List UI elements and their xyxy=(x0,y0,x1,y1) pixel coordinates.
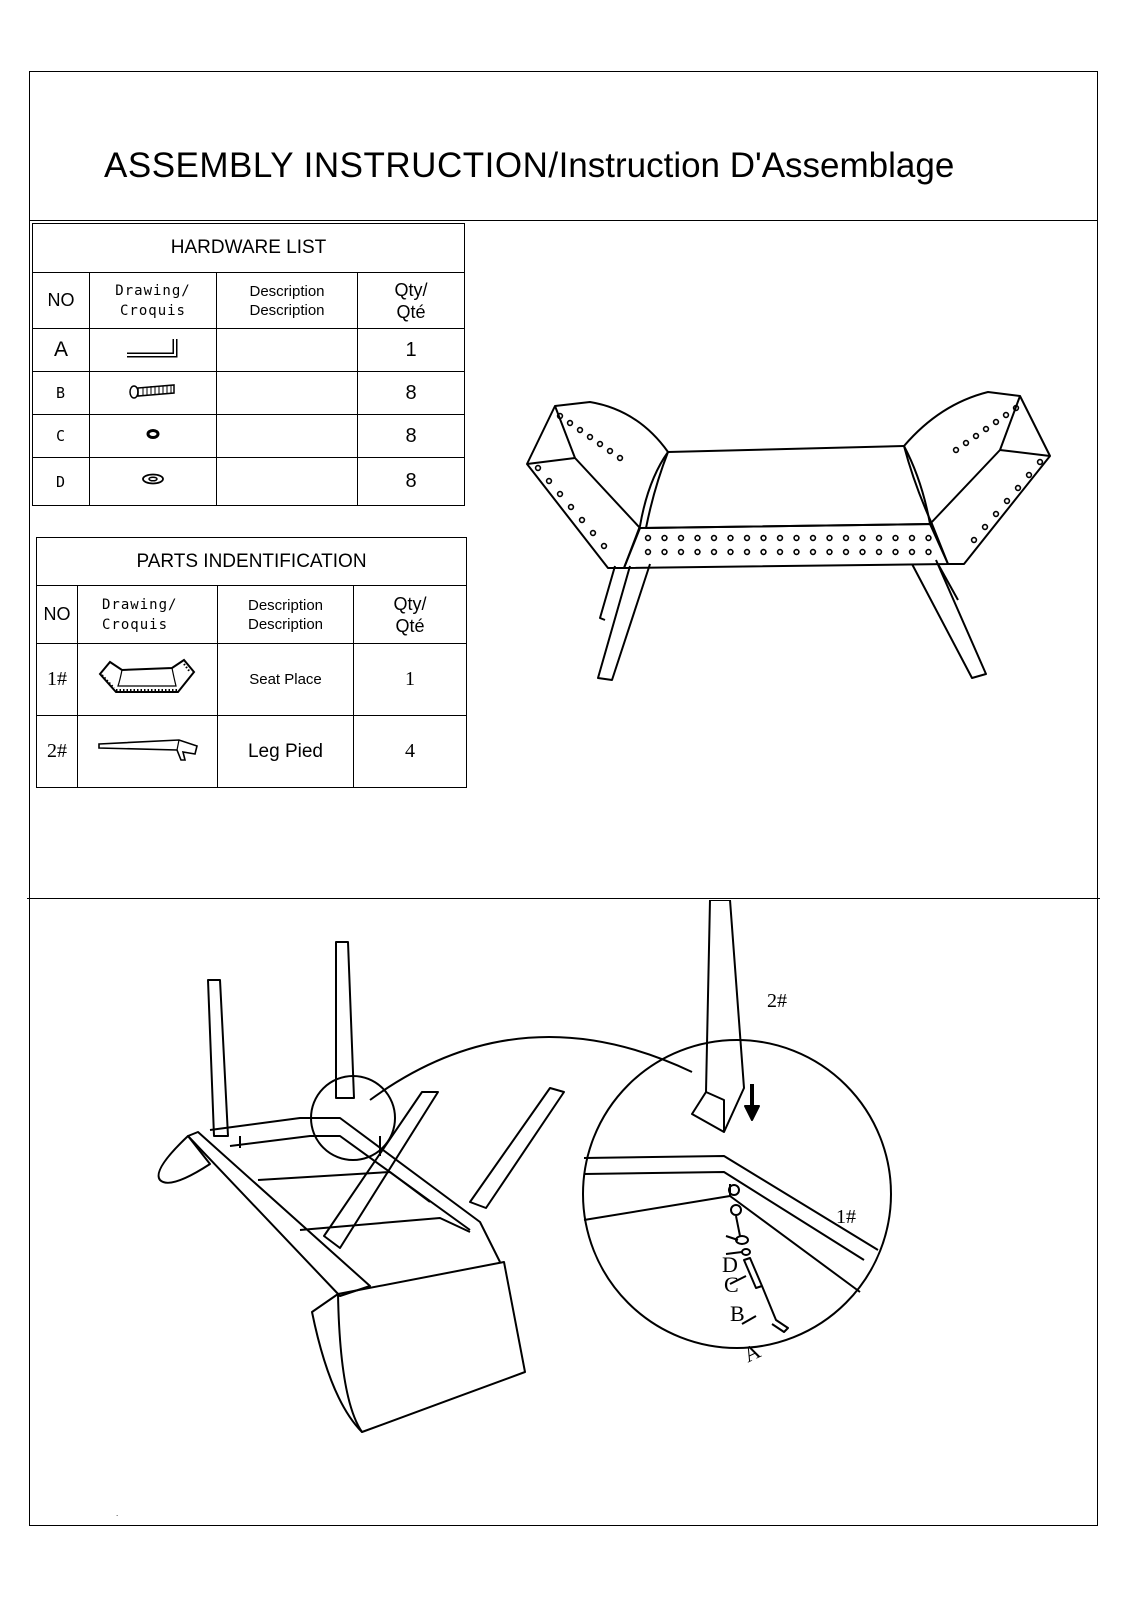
stud-dot xyxy=(974,434,979,439)
stud-dot xyxy=(972,538,977,543)
stud-dot xyxy=(994,512,999,517)
stud-dot xyxy=(827,550,832,555)
parts-identification-table xyxy=(36,537,467,788)
stud-dot xyxy=(893,550,898,555)
stud-dot xyxy=(578,428,583,433)
stud-dot xyxy=(827,536,832,541)
header-drawing: Drawing/ Croquis xyxy=(78,586,218,644)
row-qty: 1 xyxy=(354,644,467,716)
label-b: B xyxy=(730,1301,745,1326)
header-qty: Qty/ Qté xyxy=(358,273,465,329)
stud-dot xyxy=(860,536,865,541)
stud-dot xyxy=(695,536,700,541)
page-title xyxy=(104,146,954,186)
stud-dot xyxy=(794,550,799,555)
table-row xyxy=(33,329,465,372)
stud-dot xyxy=(662,550,667,555)
row-description: Leg Pied xyxy=(218,716,354,788)
stud-dot xyxy=(536,466,541,471)
stud-dot xyxy=(580,518,585,523)
stud-dot xyxy=(893,536,898,541)
stud-dot xyxy=(811,536,816,541)
row-description xyxy=(217,415,358,458)
stud-dot xyxy=(646,550,651,555)
row-no: B xyxy=(33,372,90,415)
table-row xyxy=(33,415,465,458)
title-french: Instruction D'Assemblage xyxy=(558,146,955,185)
stud-dot xyxy=(662,536,667,541)
stud-dot xyxy=(926,536,931,541)
header-description: Description Description xyxy=(217,273,358,329)
stud-dot xyxy=(761,536,766,541)
stud-dot xyxy=(558,492,563,497)
row-qty: 8 xyxy=(358,415,465,458)
hardware-list-table xyxy=(32,223,465,506)
label-d: D xyxy=(722,1252,738,1277)
row-no: 1# xyxy=(37,644,78,716)
stud-dot xyxy=(1016,486,1021,491)
stud-dot xyxy=(618,456,623,461)
row-qty: 8 xyxy=(358,372,465,415)
stud-dot xyxy=(910,536,915,541)
stud-dot xyxy=(679,550,684,555)
stud-dot xyxy=(984,427,989,432)
stud-dot xyxy=(1005,499,1010,504)
stud-dot xyxy=(994,420,999,425)
stud-dot xyxy=(646,536,651,541)
stud-dot xyxy=(1004,413,1009,418)
section-divider xyxy=(27,898,1100,899)
stud-dot xyxy=(547,479,552,484)
stud-dot xyxy=(679,536,684,541)
row-no: 2# xyxy=(37,716,78,788)
row-description xyxy=(217,458,358,506)
header-description: Description Description xyxy=(218,586,354,644)
label-seat-1: 1# xyxy=(836,1206,856,1228)
stud-dot xyxy=(964,441,969,446)
row-qty: 1 xyxy=(358,329,465,372)
row-qty: 8 xyxy=(358,458,465,506)
stud-dot xyxy=(877,550,882,555)
row-description xyxy=(217,372,358,415)
stud-dot xyxy=(712,536,717,541)
stud-dot xyxy=(598,442,603,447)
row-description: Seat Place xyxy=(218,644,354,716)
parts-caption: PARTS INDENTIFICATION xyxy=(37,538,467,586)
row-qty: 4 xyxy=(354,716,467,788)
label-c: C xyxy=(724,1272,739,1297)
label-leg-2: 2# xyxy=(767,990,787,1012)
stud-dot xyxy=(778,536,783,541)
table-row xyxy=(37,644,467,716)
title-divider xyxy=(29,220,1098,221)
stud-dot xyxy=(1027,473,1032,478)
header-no: NO xyxy=(37,586,78,644)
stud-dot xyxy=(608,449,613,454)
row-no: C xyxy=(33,415,90,458)
header-no: NO xyxy=(33,273,90,329)
header-qty: Qty/ Qté xyxy=(354,586,467,644)
stud-dot xyxy=(844,550,849,555)
assembled-bench-illustration xyxy=(520,388,1060,698)
stud-dot xyxy=(761,550,766,555)
stud-dot xyxy=(1038,460,1043,465)
stud-dot xyxy=(745,550,750,555)
stud-dot xyxy=(728,550,733,555)
row-description xyxy=(217,329,358,372)
stud-dot xyxy=(910,550,915,555)
stud-dot xyxy=(877,536,882,541)
assembly-step-illustration xyxy=(140,900,940,1460)
lock-washer-icon xyxy=(90,415,217,458)
stud-dot xyxy=(844,536,849,541)
stud-dot xyxy=(569,505,574,510)
stud-dot xyxy=(588,435,593,440)
flat-washer-icon xyxy=(90,458,217,506)
stud-dot xyxy=(811,550,816,555)
title-english: ASSEMBLY INSTRUCTION/ xyxy=(104,146,559,185)
stud-dot xyxy=(558,414,563,419)
stud-dot xyxy=(728,536,733,541)
table-row xyxy=(33,458,465,506)
stud-dot xyxy=(602,544,607,549)
stud-dot xyxy=(591,531,596,536)
stud-dot xyxy=(695,550,700,555)
footer-mark: . xyxy=(116,1509,119,1518)
stud-dot xyxy=(954,448,959,453)
stud-dot xyxy=(860,550,865,555)
stud-dot xyxy=(926,550,931,555)
table-row xyxy=(37,716,467,788)
stud-dot xyxy=(712,550,717,555)
row-no: D xyxy=(33,458,90,506)
table-row xyxy=(33,372,465,415)
header-drawing: Drawing/ Croquis xyxy=(90,273,217,329)
row-no: A xyxy=(33,329,90,372)
leg-icon xyxy=(78,716,218,788)
stud-dot xyxy=(745,536,750,541)
seat-icon xyxy=(78,644,218,716)
bolt-icon xyxy=(90,372,217,415)
stud-dot xyxy=(778,550,783,555)
stud-dot xyxy=(568,421,573,426)
stud-dot xyxy=(794,536,799,541)
hardware-list-caption: HARDWARE LIST xyxy=(33,224,465,273)
allen-key-icon xyxy=(90,329,217,372)
stud-dot xyxy=(983,525,988,530)
label-a: A xyxy=(739,1337,765,1368)
